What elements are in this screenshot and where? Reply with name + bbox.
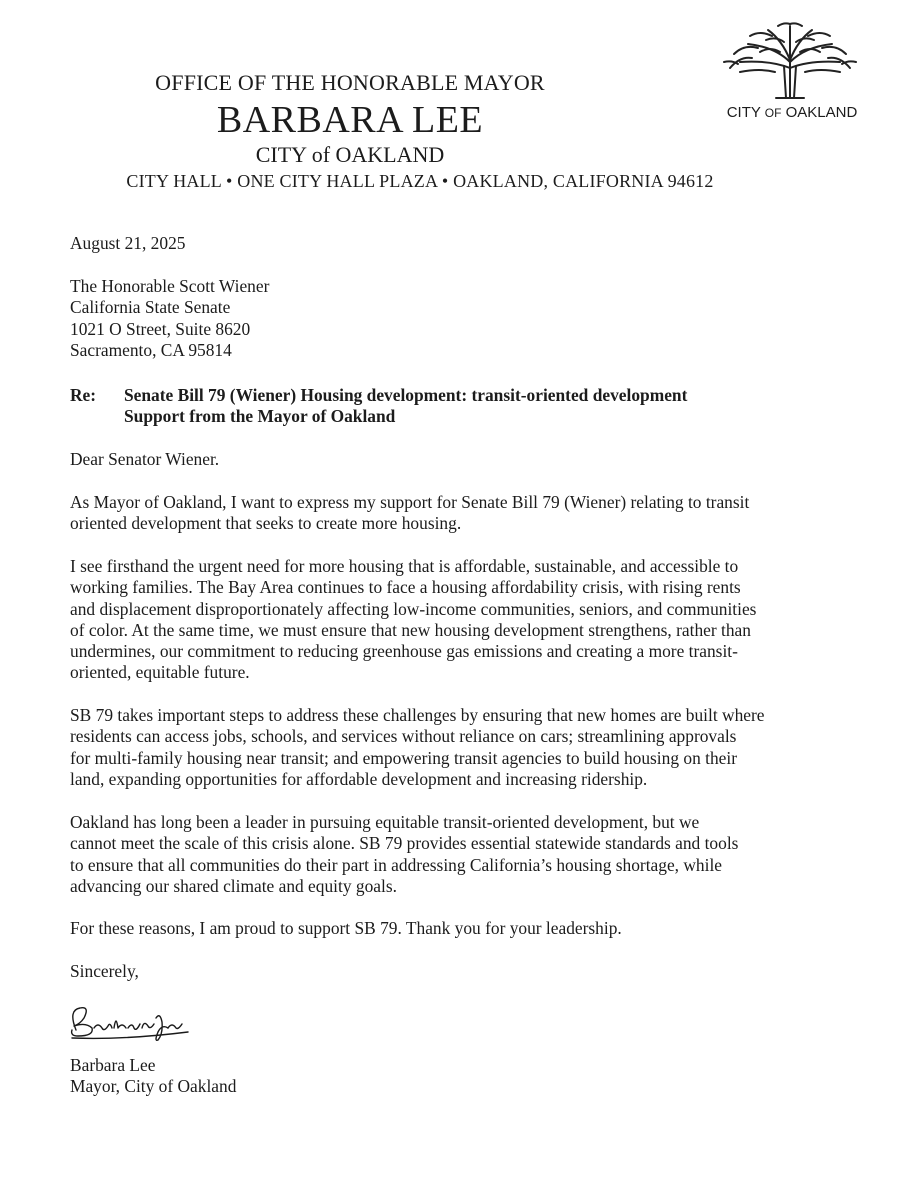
paragraph-line: for multi-family housing near transit; and empowering transit agencies to build housing on their: [70, 747, 737, 768]
paragraph-line: oriented development that seeks to create more housing.: [70, 513, 462, 534]
paragraph-line: and displacement disproportionately affecting low-income communities, seniors, and communities: [70, 598, 757, 619]
signer-title: Mayor, City of Oakland: [70, 1076, 237, 1096]
paragraph-line: SB 79 takes important steps to address these challenges by ensuring that new homes are built where: [70, 705, 765, 725]
handwritten-signature: [64, 1000, 194, 1045]
sign-off: Sincerely,: [70, 961, 139, 981]
city-heading: CITY of OAKLAND: [255, 142, 445, 167]
paragraph-line: Oakland has long been a leader in pursuing equitable transit-oriented development, but we: [70, 812, 700, 832]
paragraph: [70, 705, 845, 790]
addressee-line: The Honorable Scott Wiener: [70, 276, 270, 296]
paragraph-line: land, expanding opportunities for affordable development and increasing ridership.: [70, 768, 648, 789]
letter-date: August 21, 2025: [70, 233, 186, 253]
mayor-name-heading: BARBARA LEE: [216, 99, 484, 141]
signer-name: Barbara Lee: [70, 1055, 156, 1075]
addressee-line: 1021 O Street, Suite 8620: [70, 318, 251, 339]
paragraph-line: advancing our shared climate and equity goals.: [70, 875, 397, 896]
city-hall-address: CITY HALL • ONE CITY HALL PLAZA • OAKLAND, CALIFORNIA 94612: [126, 171, 714, 191]
logo-caption: CITY OF OAKLAND: [726, 104, 858, 121]
re-subject-line: Support from the Mayor of Oakland: [124, 406, 396, 427]
paragraph-line: of color. At the same time, we must ensure that new housing development strengthens, rather than: [70, 619, 751, 640]
paragraph-line: As Mayor of Oakland, I want to express my support for Senate Bill 79 (Wiener) relating to transit: [70, 492, 750, 512]
paragraph-line: oriented, equitable future.: [70, 662, 250, 683]
paragraph-line: I see firsthand the urgent need for more housing that is affordable, sustainable, and accessible to: [70, 556, 739, 576]
addressee-block: [70, 276, 269, 361]
office-title: OFFICE OF THE HONORABLE MAYOR: [155, 70, 545, 95]
paragraph-line: residents can access jobs, schools, and services without reliance on cars; streamlining approvals: [70, 726, 737, 747]
paragraph-line: undermines, our commitment to reducing greenhouse gas emissions and creating a more transit-: [70, 641, 738, 662]
addressee-line: California State Senate: [70, 297, 231, 318]
paragraph-line: cannot meet the scale of this crisis alone. SB 79 provides essential statewide standards and tools: [70, 833, 739, 854]
paragraph-line: to ensure that all communities do their part in addressing California’s housing shortage, while: [70, 854, 723, 875]
addressee-line: Sacramento, CA 95814: [70, 339, 232, 360]
re-label: Re:: [70, 385, 97, 405]
paragraph: [70, 492, 845, 535]
oak-tree-logo-icon: [720, 22, 860, 100]
re-subject-line: Senate Bill 79 (Wiener) Housing development: transit-oriented development: [124, 385, 688, 405]
re-subject: [124, 385, 687, 428]
salutation: Dear Senator Wiener.: [70, 449, 220, 469]
paragraph-line: working families. The Bay Area continues to face a housing affordability crisis, with rising rents: [70, 577, 741, 598]
closing-sentence: For these reasons, I am proud to support SB 79. Thank you for your leadership.: [70, 918, 622, 938]
paragraph: [70, 812, 845, 897]
paragraph: [70, 556, 845, 684]
